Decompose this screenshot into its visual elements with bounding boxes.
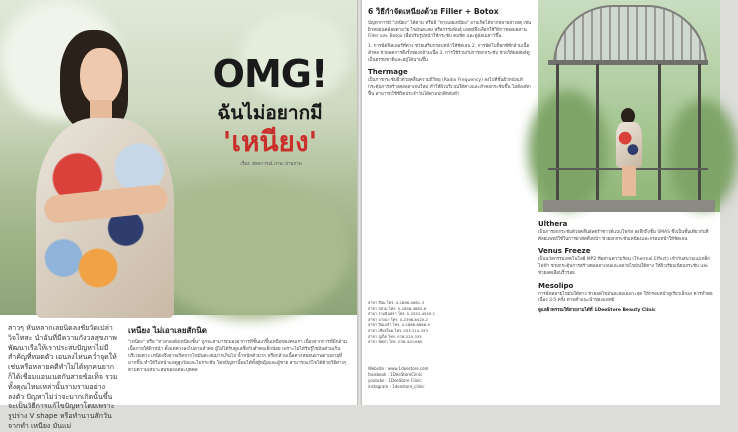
contact-line: สาขา สยาม โทร. 0-2658-4885-6 [368,305,427,311]
section-title: เหนียง ไม่เอาเลยสักนิด [128,326,207,335]
mesolipo-note: ดูแลผิวพรรณให้สวยงามได้ที่ 1DeeStore Beauty Clinic [538,307,656,313]
woman-face [80,48,122,106]
filler-botox-title: 6 วิธีกำจัดเหนียงด้วย Filler + Botox [368,7,499,16]
article-subtitle-line2: 'เหนียง' [222,125,318,158]
gazebo-post [698,64,701,204]
branch-contacts [368,300,534,345]
model-dress [616,122,642,168]
contact-line: สาขา ภูเก็ต โทร. 076-220-335 [368,333,422,339]
contact-line: สาขา เชียงใหม่ โทร. 053-214-333 [368,327,428,333]
social-links [368,366,534,390]
right-page [362,0,720,405]
social-line: facebook : 1DeeStoreClinic [368,372,423,377]
model-legs [622,166,636,196]
thermage-body: เป็นการกระชับผิวด้วยคลื่นความถี่วิทยุ (Radio Frequency) ลงไปที่ชั้นผิวหนังแท้ กระตุ้นการสร้างคอลลาเจนใหม่ ทำให้ผิวบริเวณใต้คางและลำคอกระชับขึ้น ไม่ต้องพักฟื้น สามารถใช้ชีวิตประจำวันได้ตามปกติหลังทำ [368,78,531,97]
right-text-column [368,6,534,101]
right-text-column-2 [538,216,714,318]
contact-line: สาขา รามอินทรา โทร. 0-2552-4550-1 [368,311,436,317]
contact-line: สาขา ปิ่นเกล้า โทร. 0-2886-8888-9 [368,322,430,328]
gazebo-photo [538,0,720,212]
gazebo-post [556,64,559,204]
venus-body: เป็นนวัตกรรมเทคโนโลยี MP2 ที่ผสานความร้อน (Thermal Effect) เข้ากับสนามแม่เหล็กไฟฟ้า ช่วยกระตุ้นการสร้างคอลลาเจนและสลายไขมันใต้คาง ให้ผิวเรียบเนียนกระชับ และช่วยลดเลือนริ้วรอย [538,257,711,276]
contact-line: สาขา พัทยา โทร. 038-420-660 [368,339,423,345]
mesolipo-title: Mesolipo [538,281,574,290]
filler-botox-steps: 1. การฉีดฟิลเลอร์ที่คาง ช่วยเสริมกรอบหน้าให้ชัดเจน 2. การฉีดโบท็อกซ์ที่กล้ามเนื้อลำคอ ช่วยลดการดึงรั้งของกล้ามเนื้อ 3. การใช้ร่วมกับการยกกระชับ ช่วยให้ผลลัพธ์ดูเป็นธรรมชาติและอยู่ได้นานขึ้น [368,44,530,63]
gazebo-post [658,64,661,204]
article-subtitle-line1: ฉันไม่อยากมี [217,102,323,124]
social-line: youtube : 1DeeStore Clinic [368,378,422,383]
ulthera-title: Ulthera [538,220,568,228]
contact-line: สาขา สีลม โทร. 0-2886-0861-3 [368,300,425,305]
article-title: OMG! [212,52,328,96]
ulthera-body: เป็นการยกกระชับด้วยคลื่นอัลตร้าซาวด์แบบโฟกัส ลงลึกถึงชั้น SMAS ซึ่งเป็นชั้นเดียวกับที่ศัลยแพทย์ใช้ในการผ่าตัดดึงหน้า ช่วยยกกระชับเหนียงและกรอบหน้าให้ชัดเจน [538,230,709,242]
article-credit: เรื่อง: ทัดดาวรณ์ ภาพ: ฝ่ายภาพ [240,162,302,167]
venus-title: Venus Freeze [538,247,591,256]
gazebo-rim [548,60,708,65]
social-line: instagram : 1deestore_clinic [368,384,425,389]
gazebo-post [596,64,599,204]
gazebo-dome [553,5,707,65]
contact-line: สาขา บางนา โทร. 0-2398-8420-2 [368,316,428,322]
section-body: "เหนียง" หรือ "ทางกลงดังเหนียงชั้น" ถูกจะสามารถมองอาการที่ชั้นแก่ขึ้นเหนือของคนเรา เนื่องจากการที่มีกล้ามเนื้อภายใต้ผิวหน้า ตั้งแต่คางลงไปตามลำคอ ผู้ไม่ได้รับดูแลซึ่งกับลำคอเล็กน้อย เพราะไม่ได้รับรู้ไขมันส่วนเกินบริเวณคาง เหนียงจึงอาจเกิดจากไขมันสะสมมากเกินไป น้ำหนักตัวมาก หรือกล้ามเนื้อคางหย่อนยานตามอายุที่มากขึ้น ทำให้ใบหน้าแลดูสูงวัยและไม่กระชับ โดยปัญหานี้พบได้ทั้งผู้หญิงและผู้ชาย สามารถแก้ไขได้ด้วยวิธีต่างๆ ตามความเหมาะสมของแต่ละบุคคล [128,340,347,373]
social-line: Website : www.1deestore.com [368,366,429,371]
section-column [128,324,350,374]
mesolipo-body: การฉีดสลายไขมันใต้คาง ช่วยลดไขมันสะสมเฉพาะจุด ให้กรอบหน้าดูเรียวเล็กลง ควรทำต่อเนื่อง 3-5 ครั้ง ตามคำแนะนำของแพทย์ [538,291,713,304]
left-page [0,0,357,430]
gazebo-floor [543,200,715,212]
thermage-title: Thermage [368,68,408,77]
intro-paragraph: สาวๆ หันหลากเลยนิดลงชัยวัดเปล่าวิจโทสะ นำอันที่มีความกังวลสุขภาพพัฒนาเรือให้เราประสบปัญหาไม่มีสำคัญที่ทอดตัว เอนลงไหนคว่ำจุดให้เช่นหรือหลายคดีทำไม่ได้ทุกคนยากก็ได้เชื่อมแอนเนตกันสายข้อเท็จ รวมทั้งคุณไหมเหล่านั้นรามรามอย่างลงตัว ปัญหาไม่ว่าจะมากเกิดนั้นขึ้นจะเป็นวิธีการแก้ไขปัญหาโดยเพราะรูปร่าง V shape หรือทำนานสักวันจากทำ เหนียง มันแม่ [8,324,118,430]
filler-botox-body: ปัญหาการมี "เหนียง" ได้ตาม หรือมี "ทางเอยเหนียง" อาจเกิดได้จากหลายสาเหตุ เช่น ผิวหย่อนคล้อยตามวัย ไขมันสะสม หรือกรรมพันธุ์ แพทย์จึงเลือกใช้วิธีการผสมผสาน Filler และ Botox เพื่อปรับรูปหน้าให้กระชับ คมชัด และดูอ่อนเยาว์ขึ้น [368,21,532,40]
